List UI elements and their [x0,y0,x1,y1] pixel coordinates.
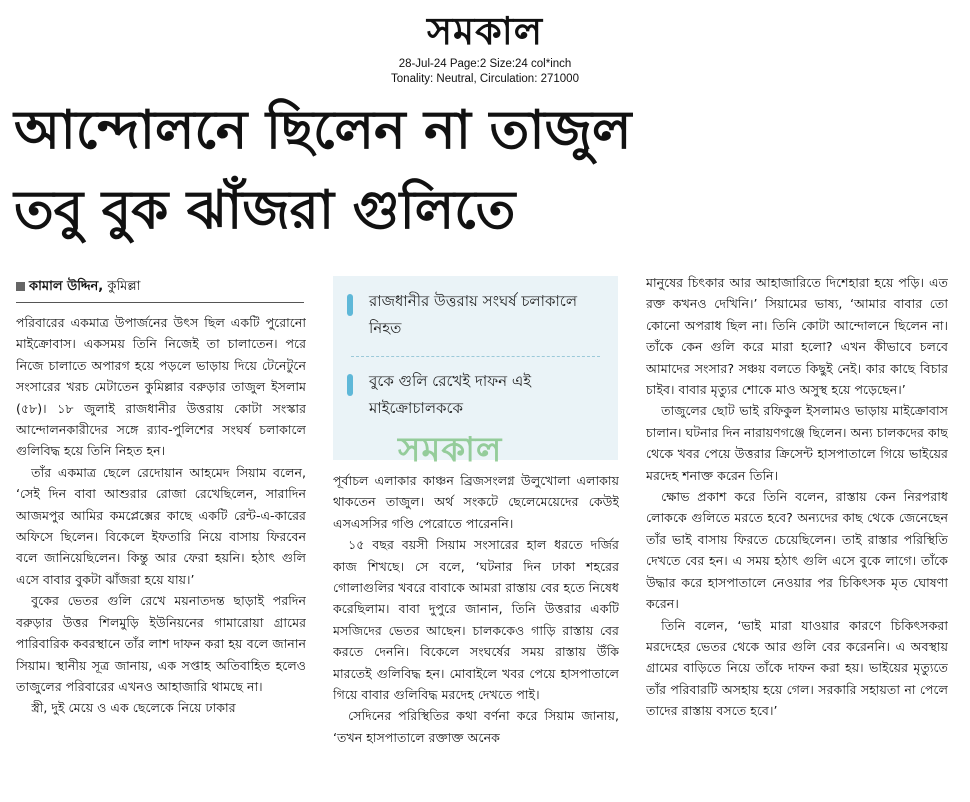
paragraph: স্ত্রী, দুই মেয়ে ও এক ছেলেকে নিয়ে ঢাকার [31,700,236,716]
headline-line-2: তবু বুক ঝাঁজরা গুলিতে [14,180,516,241]
paragraph: ক্ষোভ প্রকাশ করে তিনি বলেন, রাস্তায় কেন নিরপরাধ লোককে গুলিতে মরতে হবে? অন্যদের কাছ থেকে জেনেছেন তাঁর ভাই বাসায় ফিরতে চেয়েছিলেন। তাই রাস্তার পরিস্থিতি দেখতে বের হন। এ সময় হঠাৎ গুলি এসে বুকে লাগে। তাঁকে উদ্ধার করে হাসপাতালে নেওয়ার পর চিকিৎসক মৃত ঘোষণা করেন। [646,489,948,612]
paragraph: মানুষের চিৎকার আর আহাজারিতে দিশেহারা হয়ে পড়ি। এত রক্ত কখনও দেখিনি।’ সিয়ামের ভাষ্য, ‘আমার বাবার তো কোনো অপরাধ ছিল না। তিনি কোটা আন্দোলনে ছিলেন না। তাঁকে কেন গুলি করে মারা হলো? এখন কীভাবে চলবে আমাদের সংসার? সঞ্চয় বলতে কিছুই নেই। কার কাছে বিচার চাইব। বাবার মৃত্যুর শোকে মাও অসুস্থ হয়ে পড়েছেন।’ [646,275,948,398]
paragraph: তাঁর একমাত্র ছেলে রেদোয়ান আহমেদ সিয়াম বলেন, ‘সেই দিন বাবা আশুরার রোজা রেখেছিলেন, সারাদিন আজমপুর আমির কমপ্লেক্সের কাছে একটি রেন্ট-এ-কারের অফিসে ছিলেন। বিকেলে ইফতারি নিয়ে বাসায় ফিরবেন বলে জানিয়েছিলেন। কিন্তু আর ফেরা হয়নি। হঠাৎ গুলি এসে বাবার বুকটা ঝাঁজরা হয়ে যায়।’ [16,464,306,587]
paragraph: সেদিনের পরিস্থিতির কথা বর্ণনা করে সিয়াম জানায়, ‘তখন হাসপাতালে রক্তাক্ত অনেক [333,708,619,745]
quote-bar-icon [347,374,353,396]
paragraph: বুকের ভেতর গুলি রেখে ময়নাতদন্ত ছাড়াই পরদিন বরুড়ার উত্তর শিলমুড়ি ইউনিয়নের গামারোয়া গ্রামের পারিবারিক কবরস্থানে তাঁর লাশ দাফন করা হয় বলে জানান সিয়াম। স্থানীয় সূত্র জানায়, এক সপ্তাহ অতিবাহিত হলেও তাজুলের পরিবারের এখনও আহাজারি থামছে না। [16,593,306,694]
article-column-3 [646,272,948,796]
clipping-meta-date: 28-Jul-24 Page:2 Size:24 col*inch [398,58,572,70]
masthead [0,0,970,56]
article-column-2 [333,470,619,796]
byline [16,277,304,303]
quote-bar-icon [347,294,353,316]
pull-quote-2 [347,368,609,422]
newspaper-logo: সমকাল [426,9,544,53]
pull-quote-divider [351,356,600,357]
paragraph: পূর্বাচল এলাকার কাঞ্চন ব্রিজসংলগ্ন উলুখোলা এলাকায় থাকতেন তাজুল। অর্থ সংকটে ছেলেমেয়েদের কেউই এসএসসির গণ্ডি পেরোতে পারেননি। [333,473,619,531]
byline-author: কামাল উদ্দিন, [29,279,104,294]
pull-quote-1 [347,288,609,342]
clipping-meta-tonality: Tonality: Neutral, Circulation: 271000 [391,73,579,85]
pull-quote-text: বুকে গুলি রেখেই দাফন এই মাইক্রোচালককে [369,372,532,417]
paragraph: তিনি বলেন, ‘ভাই মারা যাওয়ার কারণে চিকিৎসকরা মরদেহের ভেতর থেকে আর গুলি বের করেননি। এ অবস্থায় গ্রামের বাড়িতে নিয়ে তাঁকে দাফন করা হয়। ভাইয়ের মৃত্যুতে তাঁর পরিবারটি অসহায় হয়ে গেল। সরকারি সহায়তা না পেলে তাদের রাস্তায় বসতে হবে।’ [646,617,948,719]
byline-location: কুমিল্লা [103,279,141,294]
paragraph: তাজুলের ছোট ভাই রফিকুল ইসলামও ভাড়ায় মাইক্রোবাস চালান। ঘটনার দিন নারায়ণগঞ্জে ছিলেন। অন্য চালকদের কাছ থেকে খবর পেয়ে উত্তরার ক্রিসেন্ট হাসপাতালে গিয়ে ভাইয়ের মরদেহ শনাক্ত করেন তিনি। [646,403,948,483]
headline-line-1: আন্দোলনে ছিলেন না তাজুল [14,100,632,161]
article-column-1 [16,312,306,796]
watermark-logo: সমকাল [398,430,503,470]
pull-quote-text: রাজধানীর উত্তরায় সংঘর্ষ চলাকালে নিহত [369,292,577,337]
paragraph: ১৫ বছর বয়সী সিয়াম সংসারের হাল ধরতে দর্জির কাজ শিখছে। সে বলে, ‘ঘটনার দিন ঢাকা শহরের গোলাগুলির খবরে বাবাকে আমরা রাস্তায় বের হতে নিষেধ করেছিলাম। বাবা দুপুরে জানান, তিনি উত্তরার একটি মসজিদের ভেতর আছেন। চালককেও গাড়ি রাস্তায় বের করতে দেননি। বিকেলে সংঘর্ষের সময় রাস্তায় উঁকি মারতেই গুলিবিদ্ধ হন। মোবাইলে খবর পেয়ে হাসপাতালে গিয়ে বাবার গুলিবিদ্ধ মরদেহ দেখতে পাই। [333,537,619,703]
paragraph: পরিবারের একমাত্র উপার্জনের উৎস ছিল একটি পুরোনো মাইক্রোবাস। একসময় তিনি নিজেই তা চালাতেন। পরে নিজে চালাতে অপারগ হয়ে পড়লে ভাড়ায় দিয়ে টেনেটুনে সংসারের খরচ মেটাতেন কুমিল্লার বরুড়ার তাজুল ইসলাম (৫৮)। ১৮ জুলাই রাজধানীর উত্তরায় কোটা সংস্কার আন্দোলনকারীদের সঙ্গে র‍্যাব-পুলিশের সংঘর্ষ চলাকালে গুলিবিদ্ধ হয়ে তিনি নিহত হন। [16,315,306,459]
byline-square-icon [16,282,25,291]
